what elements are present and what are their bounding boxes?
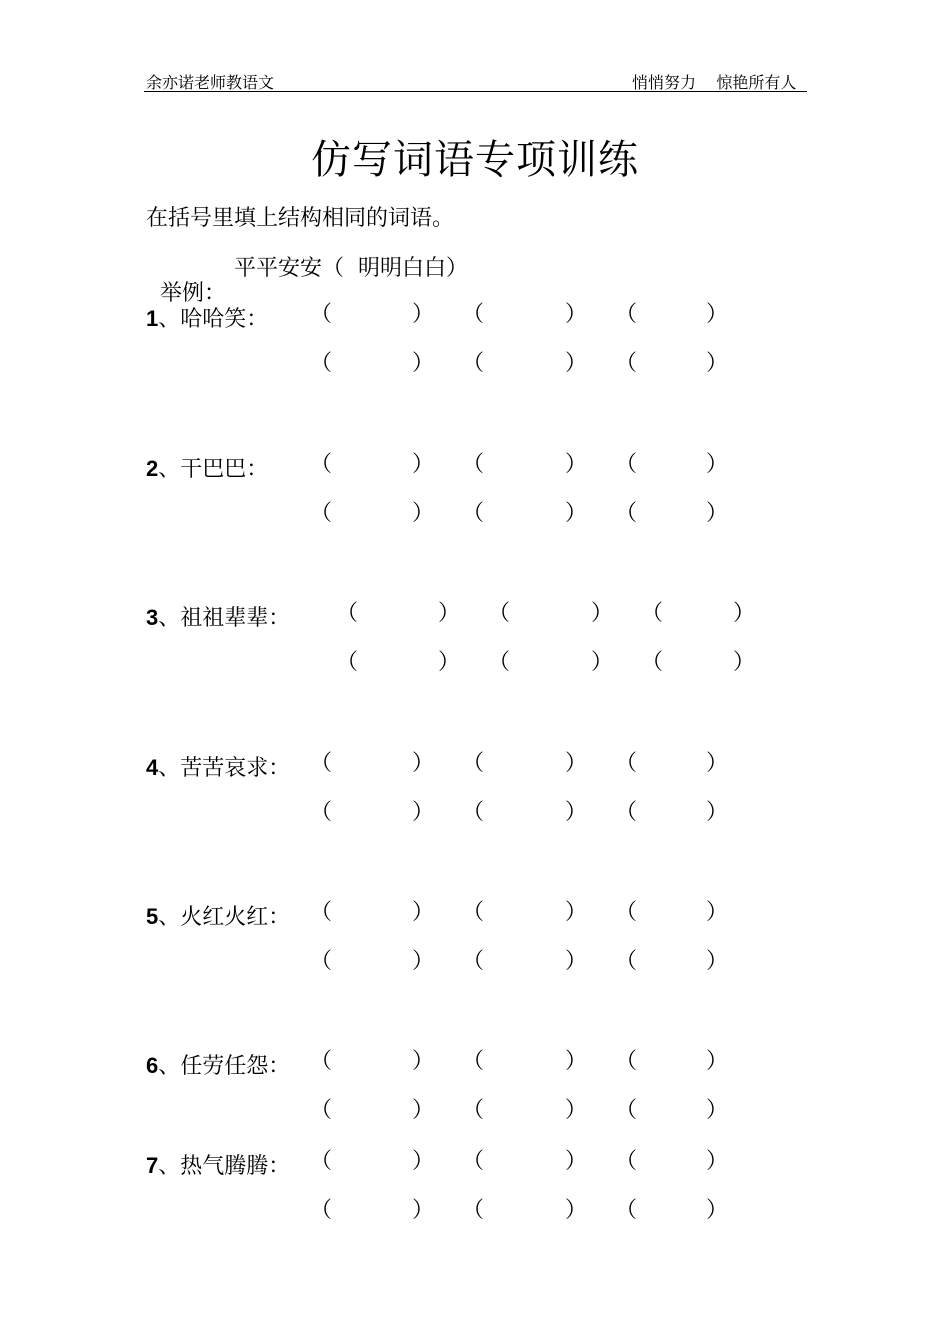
- blank-open-paren: （: [462, 1149, 485, 1174]
- item-number: 6: [146, 1053, 159, 1078]
- blank-close-paren: ）: [565, 302, 588, 327]
- blank-close-paren: ）: [565, 800, 588, 825]
- blank-open-paren: （: [615, 949, 638, 974]
- blank-open-paren: （: [310, 302, 333, 327]
- blank-close-paren: ）: [706, 302, 729, 327]
- blank-close-paren: ）: [706, 949, 729, 974]
- blank-close-paren: ）: [591, 650, 614, 675]
- item-label-6: [146, 1049, 290, 1080]
- item-label-4: [146, 751, 290, 782]
- blank-open-paren: （: [310, 1149, 333, 1174]
- blank-close-paren: ）: [706, 800, 729, 825]
- blank-open-paren: （: [310, 1049, 333, 1074]
- blank-open-paren: （: [310, 900, 333, 925]
- blank-close-paren: ）: [565, 1049, 588, 1074]
- blank-close-paren: ）: [733, 601, 756, 626]
- item-label-7: [146, 1149, 290, 1180]
- blank-close-paren: ）: [565, 1198, 588, 1223]
- blank-open-paren: （: [615, 452, 638, 477]
- item-label-5: [146, 900, 290, 931]
- blank-close-paren: ）: [706, 452, 729, 477]
- blank-close-paren: ）: [412, 452, 435, 477]
- blank-close-paren: ）: [412, 501, 435, 526]
- item-number: 1: [146, 306, 159, 331]
- item-word: 干巴巴：: [180, 457, 269, 482]
- blank-close-paren: ）: [565, 949, 588, 974]
- blank-close-paren: ）: [706, 351, 729, 376]
- item-label-1: [146, 302, 268, 333]
- blank-close-paren: ）: [733, 650, 756, 675]
- blank-open-paren: （: [615, 351, 638, 376]
- blank-close-paren: ）: [565, 1149, 588, 1174]
- blank-close-paren: ）: [412, 751, 435, 776]
- blank-open-paren: （: [310, 501, 333, 526]
- item-separator: 、: [158, 756, 181, 781]
- blank-close-paren: ）: [412, 351, 435, 376]
- blank-open-paren: （: [462, 351, 485, 376]
- blank-close-paren: ）: [706, 1049, 729, 1074]
- item-word: 任劳任怨：: [180, 1054, 291, 1079]
- blank-close-paren: ）: [706, 1198, 729, 1223]
- blank-close-paren: ）: [412, 949, 435, 974]
- item-separator: 、: [158, 1154, 181, 1179]
- blank-close-paren: ）: [565, 501, 588, 526]
- blank-close-paren: ）: [412, 1098, 435, 1123]
- blank-open-paren: （: [615, 900, 638, 925]
- instruction-text: 在括号里填上结构相同的词语。: [146, 206, 455, 231]
- page-title: 仿写词语专项训练: [311, 137, 639, 183]
- blank-open-paren: （: [641, 650, 664, 675]
- blank-open-paren: （: [310, 800, 333, 825]
- blank-open-paren: （: [310, 452, 333, 477]
- blank-close-paren: ）: [706, 1149, 729, 1174]
- blank-close-paren: ）: [706, 751, 729, 776]
- header-divider: [144, 91, 807, 92]
- header-left-text: 余亦诺老师教语文: [146, 73, 275, 92]
- blank-close-paren: ）: [706, 501, 729, 526]
- blank-close-paren: ）: [412, 302, 435, 327]
- blank-open-paren: （: [462, 1049, 485, 1074]
- blank-open-paren: （: [615, 501, 638, 526]
- blank-open-paren: （: [615, 302, 638, 327]
- blank-close-paren: ）: [412, 800, 435, 825]
- blank-close-paren: ）: [565, 452, 588, 477]
- blank-close-paren: ）: [438, 601, 461, 626]
- item-separator: 、: [158, 905, 181, 930]
- example-word: 平平安安（ 明明白白）: [234, 256, 468, 281]
- blank-open-paren: （: [310, 1198, 333, 1223]
- blank-open-paren: （: [462, 1198, 485, 1223]
- blank-open-paren: （: [462, 751, 485, 776]
- blank-close-paren: ）: [706, 1098, 729, 1123]
- blank-close-paren: ）: [438, 650, 461, 675]
- blank-open-paren: （: [310, 949, 333, 974]
- blank-open-paren: （: [462, 800, 485, 825]
- blank-open-paren: （: [310, 1098, 333, 1123]
- item-label-3: [146, 601, 290, 632]
- item-word: 热气腾腾：: [180, 1154, 291, 1179]
- item-word: 哈哈笑：: [180, 307, 269, 332]
- blank-open-paren: （: [615, 751, 638, 776]
- blank-open-paren: （: [615, 800, 638, 825]
- blank-open-paren: （: [336, 601, 359, 626]
- item-separator: 、: [158, 457, 181, 482]
- blank-open-paren: （: [462, 302, 485, 327]
- item-word: 苦苦哀求：: [180, 756, 291, 781]
- blank-open-paren: （: [336, 650, 359, 675]
- blank-open-paren: （: [615, 1098, 638, 1123]
- blank-open-paren: （: [462, 501, 485, 526]
- blank-close-paren: ）: [412, 900, 435, 925]
- example-label: 举例：: [160, 281, 227, 306]
- blank-open-paren: （: [615, 1049, 638, 1074]
- item-word: 火红火红：: [180, 905, 291, 930]
- blank-close-paren: ）: [565, 900, 588, 925]
- blank-open-paren: （: [615, 1149, 638, 1174]
- item-number: 5: [146, 904, 159, 929]
- header-right-text: 悄悄努力 惊艳所有人: [632, 73, 797, 92]
- blank-close-paren: ）: [565, 1098, 588, 1123]
- item-word: 祖祖辈辈：: [180, 606, 291, 631]
- blank-close-paren: ）: [706, 900, 729, 925]
- item-separator: 、: [158, 606, 181, 631]
- blank-close-paren: ）: [591, 601, 614, 626]
- blank-open-paren: （: [310, 751, 333, 776]
- blank-open-paren: （: [641, 601, 664, 626]
- blank-open-paren: （: [462, 949, 485, 974]
- blank-open-paren: （: [462, 452, 485, 477]
- item-number: 2: [146, 456, 159, 481]
- blank-open-paren: （: [488, 601, 511, 626]
- item-number: 7: [146, 1153, 159, 1178]
- blank-open-paren: （: [462, 900, 485, 925]
- blank-open-paren: （: [615, 1198, 638, 1223]
- blank-close-paren: ）: [565, 351, 588, 376]
- blank-open-paren: （: [488, 650, 511, 675]
- item-number: 3: [146, 605, 159, 630]
- item-separator: 、: [158, 307, 181, 332]
- blank-close-paren: ）: [565, 751, 588, 776]
- blank-close-paren: ）: [412, 1198, 435, 1223]
- item-label-2: [146, 452, 268, 483]
- blank-open-paren: （: [310, 351, 333, 376]
- item-number: 4: [146, 755, 159, 780]
- item-separator: 、: [158, 1054, 181, 1079]
- blank-close-paren: ）: [412, 1049, 435, 1074]
- blank-close-paren: ）: [412, 1149, 435, 1174]
- blank-open-paren: （: [462, 1098, 485, 1123]
